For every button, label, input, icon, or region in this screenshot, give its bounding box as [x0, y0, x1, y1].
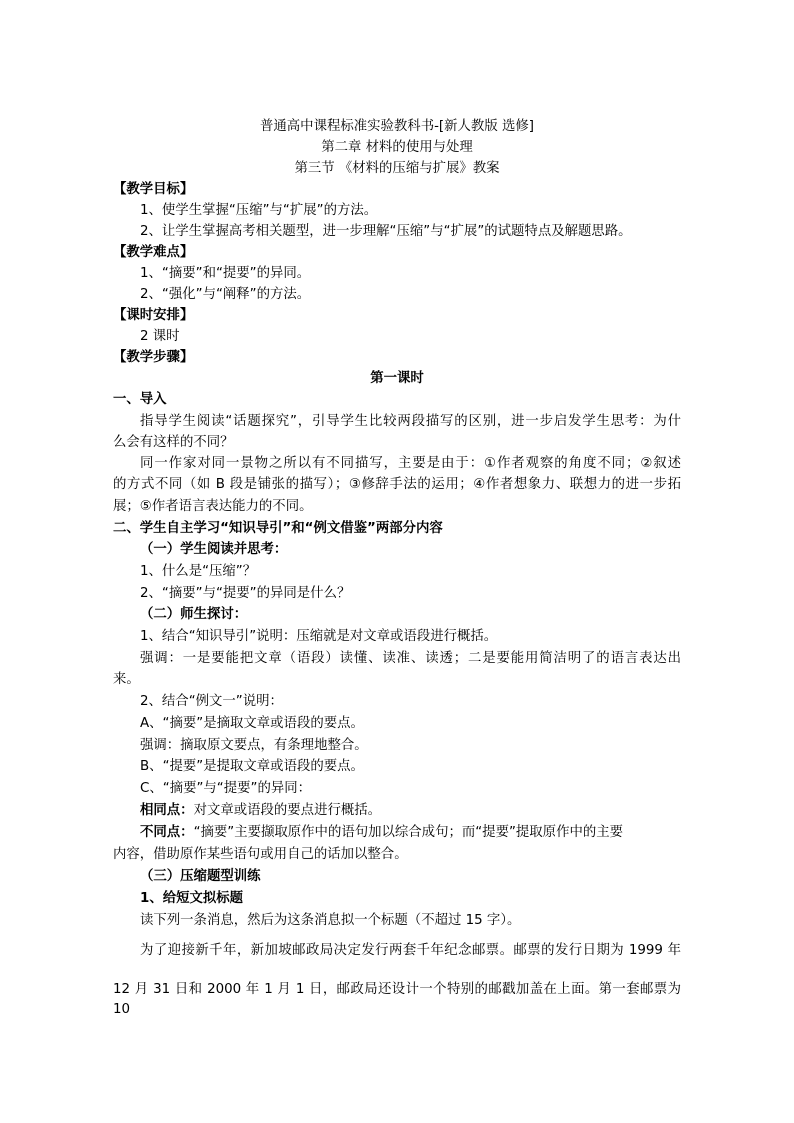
- difficulty-item-1: 1、“摘要”和“提要”的异同。: [140, 266, 311, 281]
- sub2-emphasis-1-line2: 来。: [113, 672, 140, 687]
- diff-point-text-line1: “摘要”主要撷取原作中的语句加以综合成句；而“提要”提取原作中的主要: [193, 825, 624, 840]
- news-line-1: 为了迎接新千年，新加坡邮政局决定发行两套千年纪念邮票。邮票的发行日期为 1999 年: [140, 943, 681, 958]
- difficulty-item-2: 2、“强化”与“阐释”的方法。: [140, 287, 311, 302]
- section1-p1-line2: 么会有这样的不同？: [113, 435, 234, 450]
- sub2-answer-1: 1、结合“知识导引”说明：压缩就是对文章或语段进行概括。: [140, 629, 498, 644]
- goal-item-1: 1、使学生掌握“压缩”与“扩展”的方法。: [140, 203, 378, 218]
- task1-instruction: 读下列一条消息，然后为这条消息拟一个标题（不超过 15 字）。: [140, 913, 521, 928]
- doc-series-title: 普通高中课程标准实验教科书-[新人教版 选修]: [260, 119, 534, 134]
- section1-heading: 一、导入: [113, 392, 167, 407]
- section1-p2-line3: 展；⑤作者语言表达能力的不同。: [113, 499, 313, 514]
- diff-point-label: 不同点：: [140, 825, 194, 840]
- steps-heading: 【教学步骤】: [113, 350, 194, 365]
- goals-heading: 【教学目标】: [113, 182, 194, 197]
- section2-heading: 二、学生自主学习“知识导引”和“例文借鉴”两部分内容: [113, 521, 443, 536]
- sub1-question-1: 1、什么是“压缩”？: [140, 564, 257, 579]
- sub3-heading: （三）压缩题型训练: [140, 869, 261, 884]
- sub2-diff-point-line2: 内容，借助原作某些语句或用自己的话加以整合。: [113, 847, 408, 862]
- schedule-value: 2 课时: [140, 329, 180, 344]
- same-point-label: 相同点：: [140, 803, 194, 818]
- sub2-answer-2-c: C、“摘要”与“提要”的异同：: [140, 781, 312, 796]
- sub2-diff-point-line1: [140, 823, 681, 843]
- section1-p2-line1: 同一作家对同一景物之所以有不同描写，主要是由于：①作者观察的角度不同；②叙述: [140, 456, 681, 471]
- sub1-heading: （一）学生阅读并思考：: [140, 542, 288, 557]
- section-title: 第三节 《材料的压缩与扩展》教案: [294, 161, 500, 176]
- difficulties-heading: 【教学难点】: [113, 245, 194, 260]
- sub2-emphasis-2: 强调：摘取原文要点，有条理地整合。: [140, 738, 368, 753]
- same-point-text: 对文章或语段的要点进行概括。: [193, 803, 382, 818]
- section1-p2-line2: 的方式不同（如 B 段是铺张的描写）；③修辞手法的运用；④作者想象力、联想力的进一步拓: [113, 477, 681, 492]
- sub2-same-point: [140, 801, 381, 821]
- sub2-answer-2: 2、结合“例文一”说明：: [140, 694, 283, 709]
- goal-item-2: 2、让学生掌握高考相关题型，进一步理解“压缩”与“扩展”的试题特点及解题思路。: [140, 224, 632, 239]
- sub1-question-2: 2、“摘要”与“提要”的异同是什么？: [140, 586, 351, 601]
- lesson-title: 第一课时: [370, 371, 424, 386]
- news-line-2: 12 月 31 日和 2000 年 1 月 1 日，邮政局还设计一个特别的邮戳加盖在上面。第一套邮票为 10: [113, 982, 681, 1017]
- sub2-answer-2-b: B、“提要”是提取文章或语段的要点。: [140, 759, 364, 774]
- schedule-heading: 【课时安排】: [113, 308, 194, 323]
- section1-p1-line1: 指导学生阅读“话题探究”，引导学生比较两段描写的区别，进一步启发学生思考：为什: [140, 414, 681, 429]
- sub2-answer-2-a: A、“摘要”是摘取文章或语段的要点。: [140, 716, 364, 731]
- chapter-title: 第二章 材料的使用与处理: [321, 140, 473, 155]
- task1-heading: 1、给短文拟标题: [140, 891, 244, 906]
- sub2-emphasis-1-line1: 强调：一是要能把文章（语段）读懂、读准、读透；二是要能用简洁明了的语言表达出: [140, 651, 681, 666]
- sub2-heading: （二）师生探讨：: [140, 607, 248, 622]
